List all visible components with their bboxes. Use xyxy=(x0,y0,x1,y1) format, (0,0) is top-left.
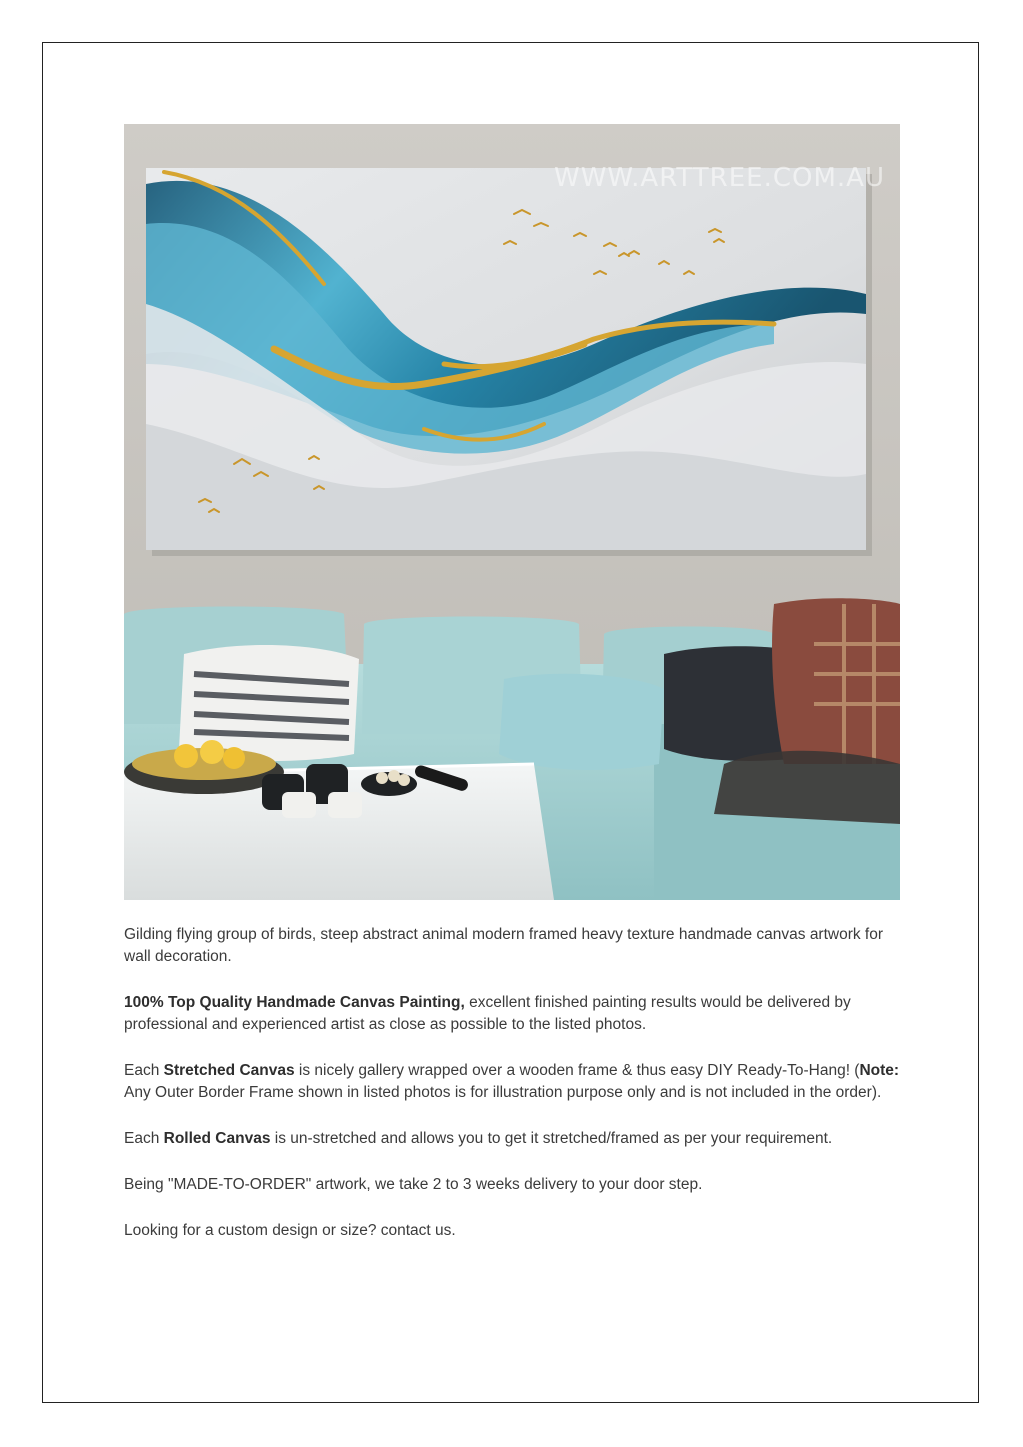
quality-heading: 100% Top Quality Handmade Canvas Painting, xyxy=(124,994,465,1011)
watermark-text: WWW.ARTTREE.COM.AU xyxy=(554,163,885,193)
product-photo xyxy=(124,124,900,900)
quality-text: excellent finished painting results would be delivered by professional and experienced artist as close as possible to the listed photos. xyxy=(124,994,851,1033)
delivery-paragraph xyxy=(124,1174,900,1196)
note-text: Any Outer Border Frame shown in listed photos is for illustration purpose only and is not included in the order). xyxy=(124,1084,882,1101)
custom-design-text: Looking for a custom design or size? contact us. xyxy=(124,1222,456,1239)
quality-paragraph xyxy=(124,992,900,1036)
product-photo-svg xyxy=(124,124,900,900)
coffee-table xyxy=(124,740,554,900)
note-label: Note: xyxy=(859,1062,900,1079)
rolled-canvas-label: Rolled Canvas xyxy=(163,1130,271,1147)
intro-text: Gilding flying group of birds, steep abstract animal modern framed heavy texture handmade canvas artwork for wall decoration. xyxy=(124,926,884,965)
stretched-prefix: Each xyxy=(124,1062,164,1079)
custom-design-paragraph xyxy=(124,1220,900,1242)
description-intro xyxy=(124,924,900,968)
rolled-text: is un-stretched and allows you to get it stretched/framed as per your requirement. xyxy=(270,1130,833,1147)
stretched-canvas-label: Stretched Canvas xyxy=(163,1062,295,1079)
delivery-text: Being "MADE-TO-ORDER" artwork, we take 2 to 3 weeks delivery to your door step. xyxy=(124,1176,703,1193)
product-description xyxy=(124,924,900,1266)
stretched-canvas-paragraph xyxy=(124,1060,900,1104)
rolled-canvas-paragraph xyxy=(124,1128,900,1150)
stretched-text: is nicely gallery wrapped over a wooden frame & thus easy DIY Ready-To-Hang! ( xyxy=(294,1062,860,1079)
rolled-prefix: Each xyxy=(124,1130,164,1147)
